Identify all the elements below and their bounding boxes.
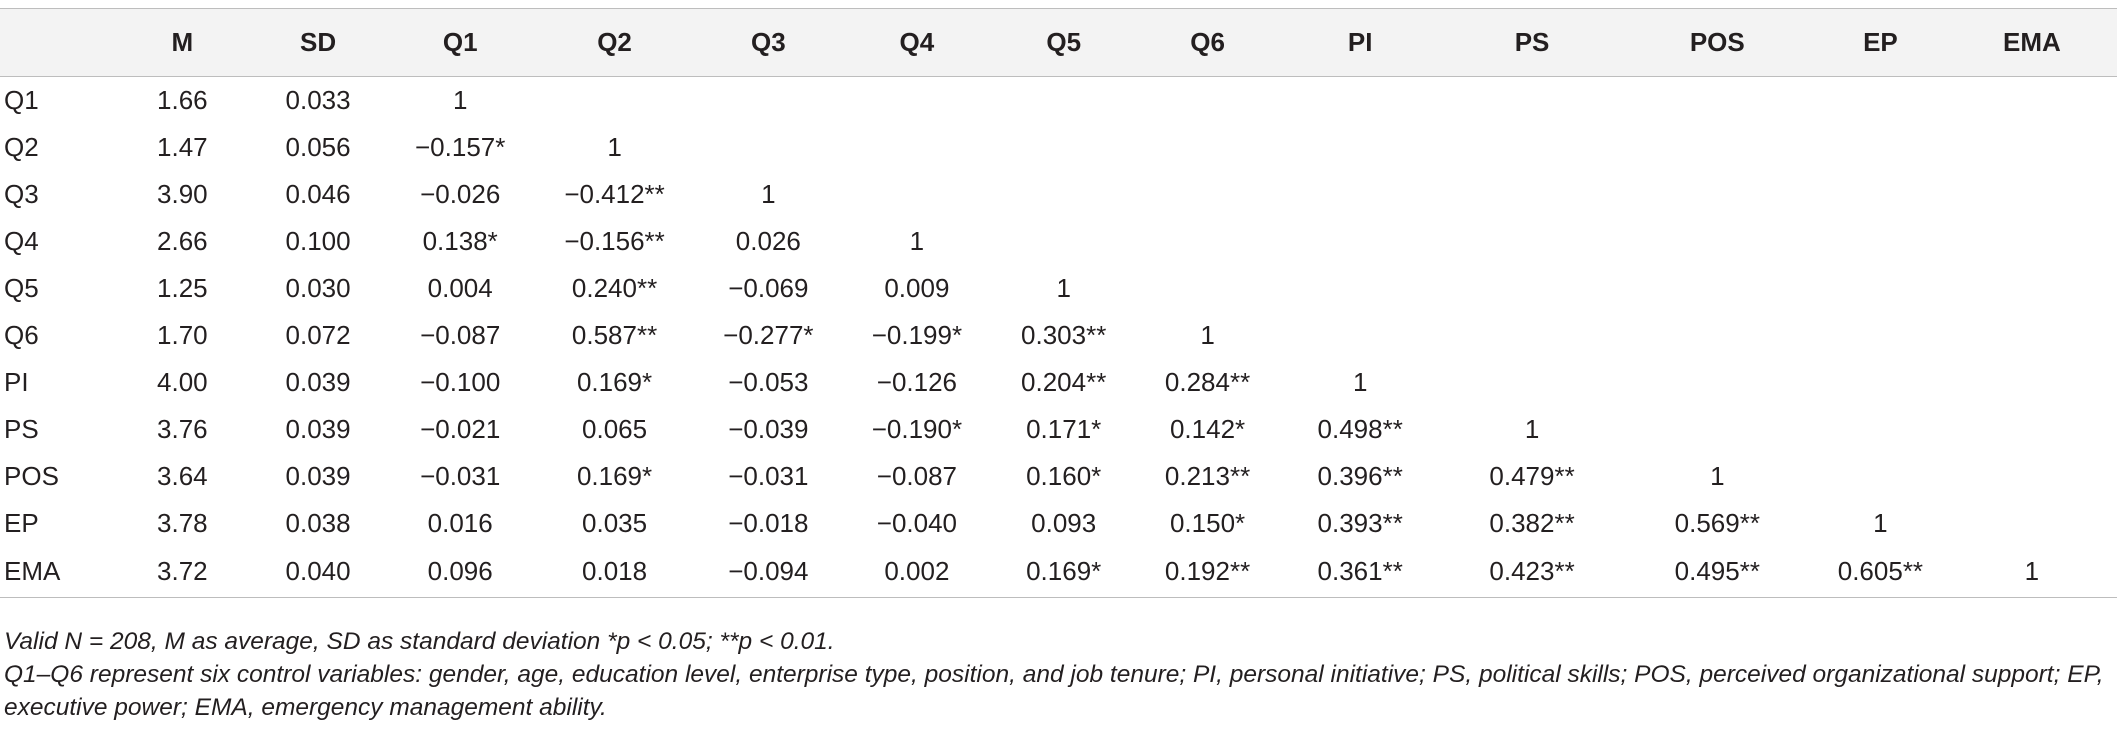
column-header: Q2 [537,9,692,77]
table-cell [1444,77,1621,124]
column-header: Q3 [692,9,845,77]
table-cell: 0.498** [1317,413,1403,444]
table-cell: −0.021 [420,413,501,444]
table-cell: 0.150* [1169,507,1246,538]
table-cell: 0.240** [571,272,658,303]
row-label: PS [4,413,39,444]
table-cell: −0.053 [728,366,809,397]
table-cell [1444,171,1621,218]
table-cell: 0.009 [884,272,950,303]
table-cell [1947,359,2117,406]
table-cell [1947,218,2117,265]
table-cell: 1 [452,84,468,115]
table-row [0,265,2117,312]
table-cell [1444,124,1621,171]
table-cell [1814,453,1947,500]
table-cell: −0.069 [728,272,809,303]
table-row [0,312,2117,359]
table-cell [1277,77,1444,124]
table-cell [1277,312,1444,359]
table-row [0,547,2117,598]
table-cell: 0.142* [1169,413,1246,444]
table-cell: 0.303** [1021,319,1107,350]
table-row [0,359,2117,406]
table-cell [1621,124,1814,171]
table-cell: 0.169* [576,366,653,397]
table-cell [1621,359,1814,406]
table-cell: −0.094 [692,547,845,598]
table-cell [1444,359,1621,406]
table-cell: −0.087 [420,319,501,350]
table-cell: −0.412** [564,178,665,209]
table-cell [1947,171,2117,218]
column-header: EMA [1947,9,2117,77]
table-cell [1621,312,1814,359]
table-row [0,453,2117,500]
row-label: Q2 [4,131,39,162]
table-cell [1947,265,2117,312]
table-cell: 3.76 [157,413,208,444]
table-cell [692,124,845,171]
row-label: Q4 [4,225,39,256]
table-cell: 0.213** [1164,460,1251,491]
table-cell: 3.72 [112,547,253,598]
table-cell: 0.396** [1317,460,1403,491]
table-cell: 0.171* [1026,413,1102,444]
table-cell: 3.90 [157,178,208,209]
table-cell [1138,171,1277,218]
table-cell: −0.087 [876,460,958,491]
table-cell [1277,124,1444,171]
row-label: Q1 [4,84,39,115]
table-cell [989,218,1138,265]
row-label: PI [4,366,29,397]
table-cell: 0.382** [1489,507,1575,538]
table-cell [1947,77,2117,124]
row-label: EMA [0,547,112,598]
column-header: EP [1814,9,1947,77]
table-cell: 0.035 [582,507,648,538]
table-cell: 1 [1947,547,2117,598]
table-cell: 1 [1200,319,1215,350]
table-cell [1138,265,1277,312]
table-cell: 0.479** [1489,460,1575,491]
table-cell: 0.361** [1277,547,1444,598]
table-cell [1947,124,2117,171]
row-label: Q3 [4,178,39,209]
table-cell: 1.66 [157,84,208,115]
table-cell [1814,359,1947,406]
table-cell [1138,124,1277,171]
table-cell: 0.204** [1021,366,1107,397]
table-cell [1814,124,1947,171]
table-cell [1947,406,2117,453]
table-cell [1277,171,1444,218]
footnote-significance: Valid N = 208, M as average, SD as standard deviation *p < 0.05; **p < 0.01. [4,628,835,655]
table-cell: 0.004 [427,272,493,303]
table-cell: 0.093 [1031,507,1097,538]
table-row [0,171,2117,218]
table-cell: 0.284** [1164,366,1251,397]
table-cell: 0.160* [1026,460,1102,491]
table-cell: −0.156** [564,225,665,256]
column-header: Q6 [1138,9,1277,77]
table-cell: 1.47 [157,131,208,162]
table-cell [537,77,692,124]
table-cell: 0.096 [383,547,537,598]
table-cell [1138,77,1277,124]
table-row [0,218,2117,265]
header-row [0,9,2117,77]
table-cell: −0.199* [871,319,963,350]
column-header: M [112,9,253,77]
column-header: Q5 [989,9,1138,77]
column-header: Q1 [383,9,537,77]
header-corner [0,9,112,77]
table-cell: −0.190* [871,413,963,444]
table-cell: −0.031 [728,460,809,491]
table-footnotes [4,625,2104,724]
column-header: POS [1621,9,1814,77]
table-cell: 0.423** [1444,547,1621,598]
table-cell [845,124,989,171]
table-cell: 0.040 [253,547,383,598]
footnote-abbreviations: Q1–Q6 represent six control variables: gender, age, education level, enterprise type, position, and job tenure; PI, personal initiative; PS, political skills; POS, perceived organizational support; EP, executive power; EMA, emergency management ability. [4,661,2104,721]
table-cell: 1 [1352,366,1368,397]
table-cell: 0.072 [285,319,351,350]
table-cell: −0.018 [728,507,809,538]
table-cell: 3.78 [157,507,208,538]
table-cell: 1.25 [157,272,208,303]
table-cell: 0.495** [1621,547,1814,598]
table-cell: 2.66 [157,225,208,256]
table-cell: −0.126 [876,366,958,397]
table-cell [1947,312,2117,359]
row-label: POS [4,460,59,491]
table-cell [1814,265,1947,312]
table-cell: 0.100 [285,225,351,256]
table-cell: 0.169* [989,547,1138,598]
table-cell: 1 [1710,460,1725,491]
table-cell [989,77,1138,124]
table-cell [1277,265,1444,312]
table-cell: 4.00 [157,366,208,397]
table-cell: 0.046 [285,178,351,209]
table-cell [1814,218,1947,265]
table-cell: −0.026 [420,178,501,209]
table-cell [1814,77,1947,124]
table-cell [989,171,1138,218]
table-cell [1947,453,2117,500]
table-cell: −0.277* [723,319,814,350]
table-cell: 0.039 [285,366,351,397]
table-cell [1814,312,1947,359]
table-cell [1621,77,1814,124]
table-cell: 0.026 [735,225,801,256]
table-cell [1814,406,1947,453]
table-cell: 0.138* [422,225,498,256]
table-cell: 0.569** [1674,507,1760,538]
table-cell [1621,171,1814,218]
table-cell: 1 [909,225,925,256]
column-header: PI [1277,9,1444,77]
table-row [0,124,2117,171]
table-cell [1621,406,1814,453]
table-cell [1138,218,1277,265]
table-cell: 0.039 [285,460,351,491]
table-cell: −0.031 [420,460,501,491]
table-cell: 0.587** [571,319,658,350]
table-cell: −0.039 [728,413,809,444]
table-row [0,406,2117,453]
table-cell: 0.018 [537,547,692,598]
table-row [0,77,2117,124]
table-cell: 1 [761,178,776,209]
correlation-table [0,8,2117,598]
table-cell [1621,218,1814,265]
column-header: PS [1444,9,1621,77]
column-header: Q4 [845,9,989,77]
table-cell [845,171,989,218]
table-row [0,500,2117,547]
table-cell: 0.393** [1317,507,1403,538]
table-cell: 1.70 [157,319,208,350]
table-cell: 0.056 [285,131,351,162]
table-cell: 1 [607,131,622,162]
table-cell: 1 [1873,507,1888,538]
table-cell: 1 [1524,413,1540,444]
table-cell: 0.605** [1814,547,1947,598]
table-cell [1947,500,2117,547]
table-cell: 0.192** [1138,547,1277,598]
column-header: SD [253,9,383,77]
table-cell [1814,171,1947,218]
table-cell: 0.016 [427,507,493,538]
table-cell: 0.039 [285,413,351,444]
table-cell: −0.040 [876,507,958,538]
table-body [0,77,2117,598]
table-cell [989,124,1138,171]
table-cell: −0.157* [415,131,506,162]
table-cell [1444,312,1621,359]
table-cell [1621,265,1814,312]
table-cell: 0.065 [582,413,648,444]
table-cell [692,77,845,124]
table-cell: 0.030 [285,272,351,303]
table-cell [1277,218,1444,265]
table-cell: 0.038 [285,507,351,538]
table-cell [1444,218,1621,265]
table-cell: 3.64 [157,460,208,491]
row-label: Q6 [4,319,39,350]
table-cell: 0.033 [285,84,351,115]
table-cell: 0.169* [576,460,653,491]
table-cell [1444,265,1621,312]
table-cell: −0.100 [420,366,501,397]
row-label: Q5 [4,272,39,303]
table-cell: 0.002 [845,547,989,598]
table-cell: 1 [1056,272,1071,303]
table-cell [845,77,989,124]
row-label: EP [4,507,39,538]
